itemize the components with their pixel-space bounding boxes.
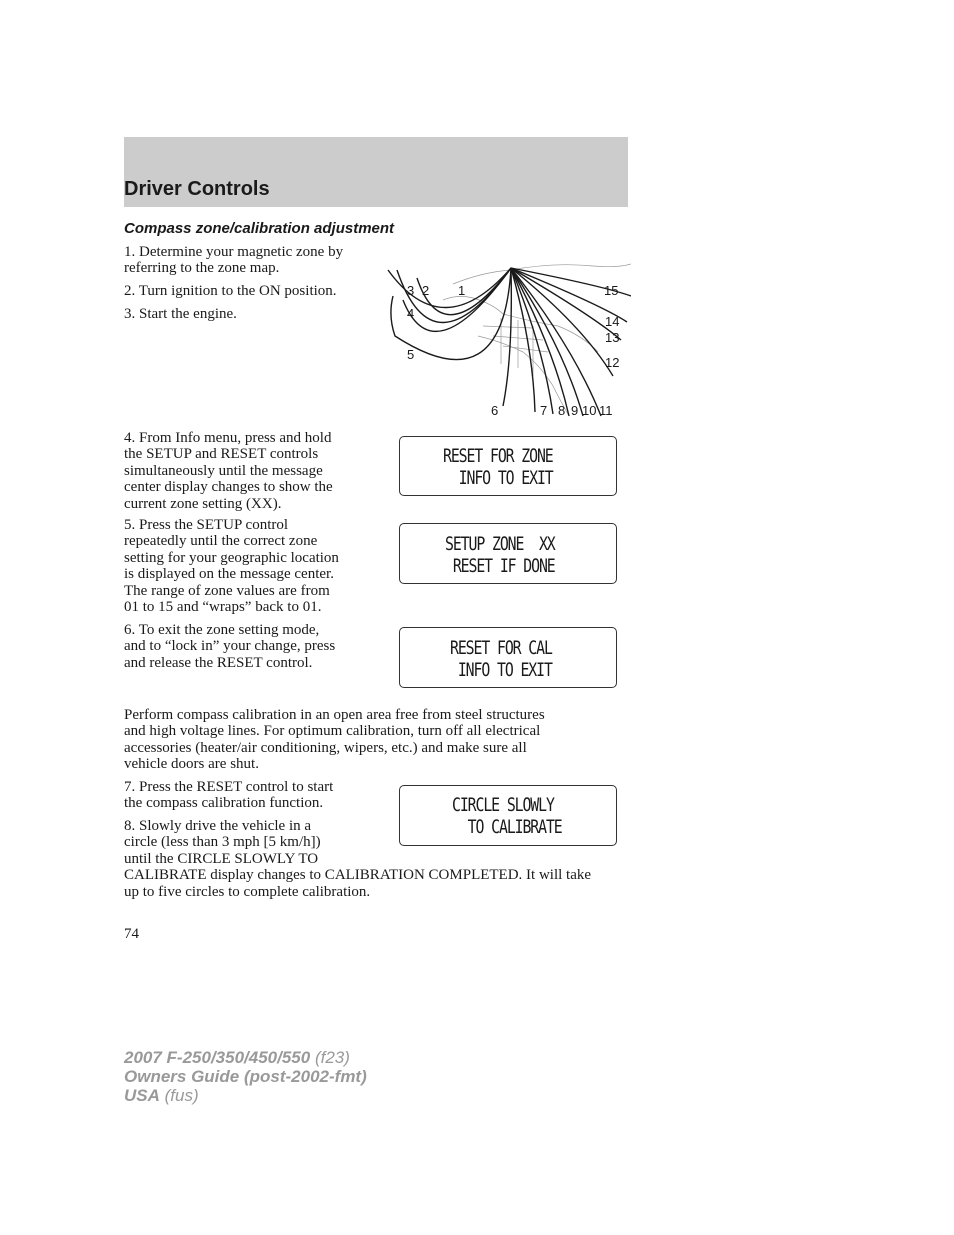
text-line: vehicle doors are shut.	[124, 756, 259, 773]
text-line: 4. From Info menu, press and hold	[124, 430, 332, 446]
step-5	[124, 517, 339, 615]
step-4	[124, 430, 333, 512]
text-line: and high voltage lines. For optimum calibration, turn off all electrical	[124, 723, 541, 740]
zone-label-8: 8	[558, 403, 566, 418]
text-line: up to five circles to complete calibration.	[124, 883, 371, 900]
step-1	[124, 244, 343, 277]
text-line: circle (less than 3 mph [5 km/h])	[124, 834, 321, 851]
text-line: referring to the zone map.	[124, 260, 280, 277]
zone-label-10: 10	[582, 403, 597, 418]
display-line: RESET FOR ZONE	[443, 445, 553, 467]
zone-label-7: 7	[540, 403, 548, 418]
text-line: current zone setting (XX).	[124, 495, 282, 512]
text-line: is displayed on the message center.	[124, 566, 334, 583]
calibration-paragraph	[124, 707, 545, 773]
step-3: 3. Start the engine.	[124, 306, 237, 322]
text-line: 7. Press the RESET control to start	[124, 779, 334, 795]
zone-label-1: 1	[458, 283, 466, 298]
subsection-title: Compass zone/calibration adjustment	[124, 220, 395, 237]
text-line: Perform compass calibration in an open area free from steel structures	[124, 707, 545, 723]
text-line: center display changes to show the	[124, 479, 333, 496]
text-line: The range of zone values are from	[124, 582, 330, 599]
text-line: the SETUP and RESET controls	[124, 446, 319, 463]
step-2: 2. Turn ignition to the ON position.	[124, 283, 337, 299]
text-line: 01 to 15 and “wraps” back to 01.	[124, 599, 322, 616]
text-line: setting for your geographic location	[124, 549, 339, 566]
step-8	[124, 818, 591, 900]
message-display-reset-for-cal	[399, 627, 617, 688]
display-line: RESET FOR CAL	[450, 637, 552, 659]
zone-label-6: 6	[491, 403, 499, 418]
footer-market: USA	[124, 1086, 160, 1105]
footer-guide: Owners Guide (post-2002-fmt)	[124, 1067, 367, 1086]
magnetic-zone-map	[383, 256, 631, 422]
text-line: 8. Slowly drive the vehicle in a	[124, 818, 312, 834]
message-display-reset-for-zone	[399, 436, 617, 496]
zone-label-15: 15	[604, 283, 619, 298]
zone-label-14: 14	[605, 314, 620, 329]
text-line: 6. To exit the zone setting mode,	[124, 622, 320, 638]
footer-line-3	[124, 1086, 199, 1105]
zone-label-13: 13	[605, 330, 620, 345]
zone-label-3: 3	[407, 283, 415, 298]
footer-model: 2007 F-250/350/450/550	[124, 1048, 311, 1067]
text-line: simultaneously until the message	[124, 462, 323, 479]
display-line: RESET IF DONE	[445, 555, 555, 577]
text-line: repeatedly until the correct zone	[124, 533, 318, 550]
footer-line-2	[124, 1067, 367, 1086]
text-line: until the CIRCLE SLOWLY TO	[124, 850, 319, 867]
display-line: INFO TO EXIT	[450, 659, 552, 681]
zone-label-12: 12	[605, 355, 620, 370]
zone-labels	[407, 283, 619, 418]
step-6	[124, 622, 335, 671]
display-line: CIRCLE SLOWLY	[452, 794, 554, 816]
text-line: 1. Determine your magnetic zone by	[124, 244, 344, 260]
footer-line-1	[124, 1048, 350, 1067]
zone-label-4: 4	[407, 306, 415, 321]
page-section-title: Driver Controls	[124, 178, 270, 200]
text-line: and to “lock in” your change, press	[124, 638, 336, 655]
text-line: 5. Press the SETUP control	[124, 517, 289, 533]
zone-label-11: 11	[599, 403, 613, 418]
display-line: SETUP ZONE XX	[445, 533, 555, 555]
step-7	[124, 779, 333, 812]
message-display-setup-zone	[399, 523, 617, 584]
zone-label-2: 2	[422, 283, 430, 298]
zone-label-9: 9	[571, 403, 579, 418]
display-line: INFO TO EXIT	[443, 467, 553, 489]
page-number: 74	[124, 926, 139, 942]
footer-market-code: (fus)	[164, 1086, 199, 1105]
footer-model-code: (f23)	[314, 1048, 350, 1067]
display-line: TO CALIBRATE	[452, 816, 562, 838]
text-line: CALIBRATE display changes to CALIBRATION COMPLETED. It will take	[124, 867, 592, 884]
text-line: accessories (heater/air conditioning, wipers, etc.) and make sure all	[124, 739, 527, 756]
text-line: and release the RESET control.	[124, 654, 313, 671]
text-line: the compass calibration function.	[124, 795, 324, 812]
zone-label-5: 5	[407, 347, 415, 362]
